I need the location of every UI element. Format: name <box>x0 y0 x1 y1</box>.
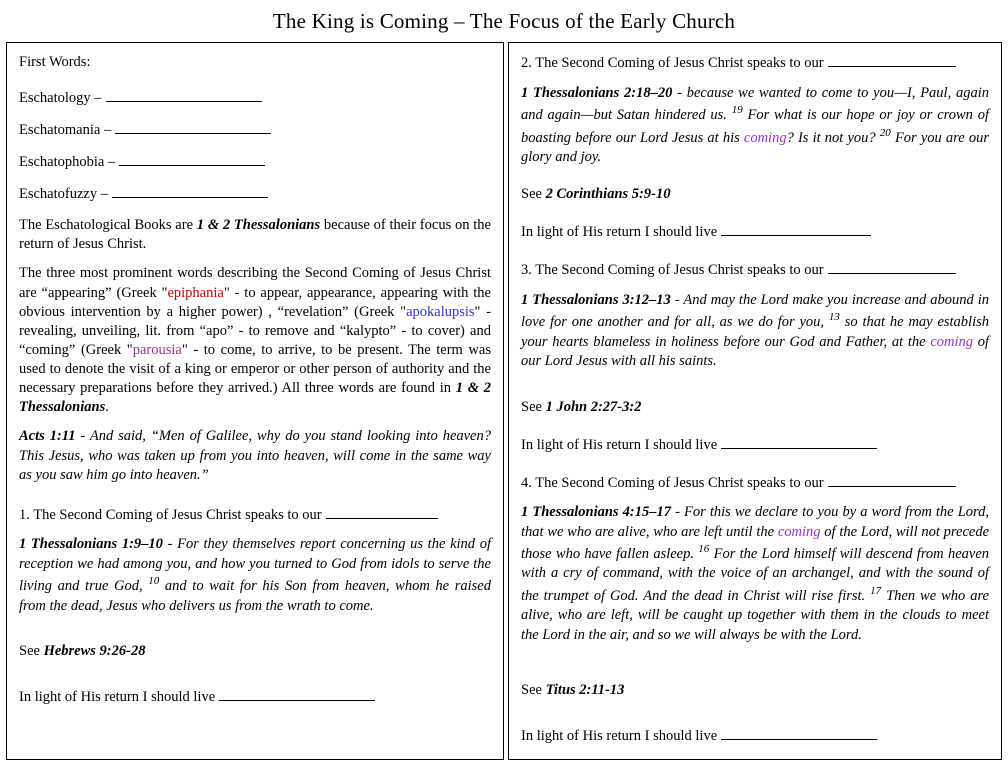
inlight-4 <box>521 726 989 745</box>
thess4-text-a: - For this we declare to you by a word from the Lord, that we who are alive, who are left until the <box>521 504 989 540</box>
spacer <box>19 627 491 643</box>
point-2-label: 2. The Second Coming of Jesus Christ speaks to our <box>521 55 824 71</box>
see-1john <box>521 399 989 416</box>
inlight-3-label: In light of His return I should live <box>521 436 718 453</box>
greek-word-parousia: parousia <box>132 341 182 358</box>
see-titus <box>521 682 989 699</box>
point-3-line[interactable] <box>828 260 956 274</box>
see3-reference: 1 John 2:27-3:2 <box>545 398 642 415</box>
inlight-1 <box>19 687 491 706</box>
thess3-coming-word: coming <box>930 333 973 350</box>
see-hebrews <box>19 643 491 660</box>
inlight-1-line[interactable] <box>219 687 375 701</box>
blank-eschatofuzzy-label: Eschatofuzzy – <box>19 186 108 203</box>
three-words-p1: The three most prominent words describing the Second Coming of Jesus Christ are “appearing” (Greek " <box>19 265 491 301</box>
inlight-4-label: In light of His return I should live <box>521 728 718 744</box>
thess2-verse-19: 19 <box>731 104 743 117</box>
see-2corinthians <box>521 186 989 203</box>
blank-eschatofuzzy-line[interactable] <box>112 184 268 198</box>
point-1-label: 1. The Second Coming of Jesus Christ speaks to our <box>19 506 322 523</box>
blank-eschatomania <box>19 120 491 139</box>
thess3-text-b: so that he may establish your hearts blameless in holiness before our God and Father, at the <box>521 314 990 350</box>
thess3-reference: 1 Thessalonians 3:12–13 <box>521 292 671 309</box>
blank-eschatophobia <box>19 152 491 171</box>
thess2-text-b: For what is our hope or joy or crown of boasting before our Lord Jesus at his <box>521 107 989 146</box>
thess2-coming-word: coming <box>743 129 787 146</box>
greek-word-epiphania: epiphania <box>167 284 224 301</box>
acts-reference: Acts 1:11 <box>19 428 76 445</box>
thess1-scripture <box>19 535 491 616</box>
spacer <box>521 178 989 186</box>
spacer <box>521 252 989 260</box>
point-2 <box>521 53 989 73</box>
inlight-3-line[interactable] <box>721 435 877 449</box>
thess2-reference: 1 Thessalonians 2:18–20 <box>521 84 673 101</box>
point-4-line[interactable] <box>828 473 956 487</box>
blank-eschatomania-line[interactable] <box>115 120 271 134</box>
point-3-label: 3. The Second Coming of Jesus Christ speaks to our <box>521 262 824 279</box>
see4-reference: Titus 2:11-13 <box>545 682 625 698</box>
point-4-label: 4. The Second Coming of Jesus Christ speaks to our <box>521 474 824 491</box>
eschatological-books-paragraph <box>19 216 491 254</box>
three-words-paragraph <box>19 264 491 417</box>
thess3-text-a: - And may the Lord make you increase and abound in love for one another and for all, as we do for you, <box>521 292 989 331</box>
see4-label: See <box>521 682 546 698</box>
point-3 <box>521 260 989 280</box>
thess4-text-c: For the Lord himself will descend from heaven with a cry of command, with the voice of an archangel, and with the sound of the trumpet of God. And the dead in Christ will rise first. <box>521 546 990 604</box>
inlight-3 <box>521 435 989 454</box>
thess4-text-d: Then we who are alive, who are left, will be caught up together with them in the clouds to meet the Lord in the air, and so we will always be with the Lord. <box>521 587 989 643</box>
see2-reference: 2 Corinthians 5:9-10 <box>545 186 671 203</box>
thess4-text-b: of the Lord, will not precede those who have fallen asleep. <box>521 523 990 563</box>
blank-eschatology <box>19 88 491 107</box>
blank-eschatomania-label: Eschatomania – <box>19 122 112 139</box>
inlight-4-line[interactable] <box>721 726 877 740</box>
thess2-text-d: For you are our glory and joy. <box>521 129 989 165</box>
thess3-text-c: of our Lord Jesus with all his saints. <box>521 333 989 370</box>
page-title: The King is Coming – The Focus of the Early Church <box>272 9 736 33</box>
inlight-2 <box>521 222 989 241</box>
esch-books-post: because of their focus on the return of Jesus Christ. <box>19 217 491 253</box>
blank-eschatophobia-line[interactable] <box>119 152 265 166</box>
spacer <box>19 497 491 505</box>
thess1-verse-10: 10 <box>148 575 160 588</box>
inlight-1-label: In light of His return I should live <box>19 689 216 705</box>
thess1-text-a: - For they themselves report concerning us the kind of reception we had among you, and how you turned to God from idols to serve the living and true God, <box>19 536 491 595</box>
thess1-text-b: and to wait for his Son from heaven, whom he raised from the dead, Jesus who delivers us from the wrath to come. <box>19 578 491 614</box>
thess2-text-a: - because we wanted to come to you—I, Paul, again and again—but Satan hindered us. <box>521 84 989 124</box>
three-words-bold-end: 1 & 2 Thessalonians <box>19 380 492 416</box>
left-column <box>6 42 504 760</box>
point-1 <box>19 505 491 525</box>
thess4-verse-16: 16 <box>698 543 710 556</box>
spacer <box>521 214 989 222</box>
point-4 <box>521 473 989 493</box>
see2-label: See <box>521 186 546 203</box>
spacer <box>521 383 989 399</box>
right-column <box>508 42 1002 760</box>
inlight-2-label: In light of His return I should live <box>521 224 718 241</box>
three-words-period: . <box>105 399 109 416</box>
see-label: See <box>19 643 44 659</box>
blank-eschatology-line[interactable] <box>106 88 262 102</box>
see-hebrews-reference: Hebrews 9:26-28 <box>43 643 146 659</box>
spacer <box>521 656 989 682</box>
thess2-scripture <box>521 84 989 167</box>
thess4-coming-word: coming <box>777 523 821 540</box>
spacer <box>521 427 989 435</box>
acts-scripture <box>19 427 491 485</box>
esch-books-bold: 1 & 2 Thessalonians <box>196 217 321 234</box>
point-1-line[interactable] <box>326 505 438 519</box>
thess2-text-c: ? Is it not you? <box>786 129 880 146</box>
thess3-verse-13: 13 <box>828 311 840 324</box>
blank-eschatology-label: Eschatology – <box>19 90 102 107</box>
thess3-scripture <box>521 291 989 372</box>
inlight-2-line[interactable] <box>721 222 871 236</box>
thess4-verse-17: 17 <box>870 584 882 597</box>
thess1-reference: 1 Thessalonians 1:9–10 <box>19 536 163 553</box>
three-words-p2: " - to appear, appearance, appearing with the obvious intervention by a higher power) , “revelation” (Greek " <box>19 284 491 320</box>
greek-word-apokalupsis: apokalupsis <box>406 303 475 320</box>
acts-text: - And said, “Men of Galilee, why do you stand looking into heaven? This Jesus, who was taken up from you into heaven, will come in the same way as you saw him go into heaven.” <box>19 428 491 484</box>
point-2-line[interactable] <box>828 53 956 67</box>
blank-eschatophobia-label: Eschatophobia – <box>19 154 116 171</box>
spacer <box>521 465 989 473</box>
thess4-scripture <box>521 503 989 645</box>
esch-books-pre: The Eschatological Books are <box>19 217 197 234</box>
thess4-reference: 1 Thessalonians 4:15–17 <box>521 504 671 521</box>
blank-eschatofuzzy <box>19 184 491 203</box>
two-column-body <box>0 42 1008 760</box>
spacer <box>521 710 989 726</box>
first-words-label: First Words: <box>19 54 91 70</box>
see3-label: See <box>521 398 546 415</box>
thess2-verse-20: 20 <box>879 126 891 139</box>
spacer <box>19 671 491 687</box>
three-words-p3: " - revealing, unveiling, lit. from “apo” - to remove and “kalypto” - to cover) and “coming” (Greek " <box>19 303 492 358</box>
three-words-p4: " - to come, to arrive, to be present. The term was used to denote the visit of a king or emperor or other person of authority and the necessary preparations before they arrived.) All three words are found in <box>19 341 491 397</box>
